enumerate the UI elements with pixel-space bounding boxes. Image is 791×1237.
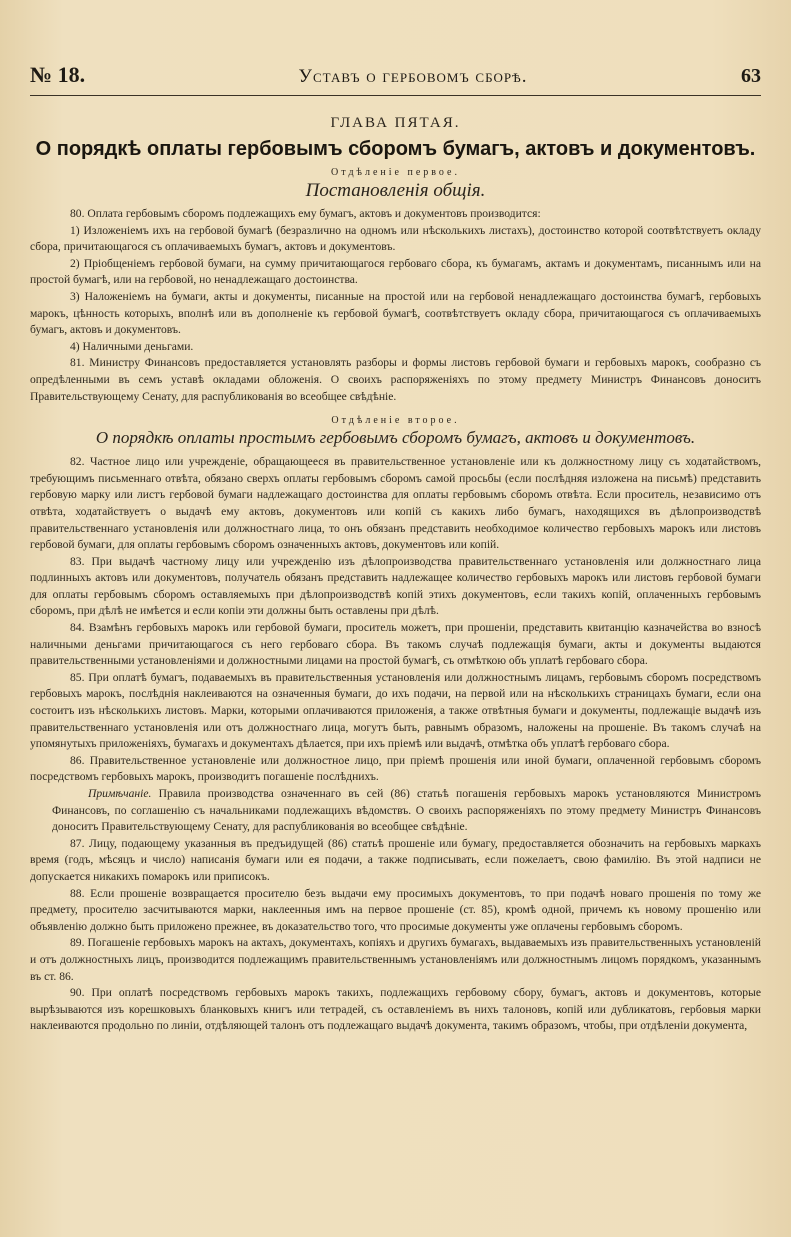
article-81: 81. Министру Финансовъ предоставляется установлять разборы и формы листовъ гербовой бумаги и гербовыхъ марокъ, сообразно съ опредѣленными въ семъ уставѣ окладами обложенія. О своихъ распоряженіяхъ по этому предмету Министръ Финансовъ доноситъ Правительствующему Сенату, для распубликованія во всеобщее свѣдѣніе. [30,356,761,403]
article-85: 85. При оплатѣ бумагъ, подаваемыхъ въ правительственныя установленія или должностнымъ лицамъ, гербовымъ сборомъ посредствомъ гербовыхъ марокъ, послѣднія наклеиваются на означенныя бумаги, до ихъ подачи, на первой или на нѣсколькихъ страницахъ бумаги, если она состоитъ изъ нѣсколькихъ листовъ. Марки, которыми оплачиваются приложенія, а также отвѣтныя бумаги и документы, подлежащіе выдачѣ изъ правительственнаго установленія или отъ должностнаго лица, могутъ быть, равнымъ образомъ, наложены на прошеніе. Въ такомъ случаѣ на упомянутыхъ приложеніяхъ, бумагахъ и документахъ дѣлается, при ихъ пріемѣ или выдачѣ, отмѣтка объ уплатѣ гербоваго сбора. [30,670,761,751]
running-header [30,62,761,90]
note-text: Правила производства означеннаго въ сей (86) статьѣ погашенія гербовыхъ марокъ установляются Министромъ Финансовъ, по соглашенію съ начальниками подлежащихъ вѣдомствъ. О своихъ распоряженіяхъ по этому предмету Министръ Финансовъ доноситъ Правительствующему Сенату, для распубликованія во всеобщее свѣдѣніе. [52,787,761,834]
article-80-item-1: 1) Изложеніемъ ихъ на гербовой бумагѣ (безразлично на одномъ или нѣсколькихъ листахъ), достоинство которой соотвѣтствуетъ окладу сбора, причитающагося съ оплачиваемыхъ бумагъ, актовъ и документовъ. [30,223,761,254]
article-90: 90. При оплатѣ посредствомъ гербовыхъ марокъ такихъ, подлежащихъ гербовому сбору, бумагъ, актовъ и документовъ, которые вырѣзываются изъ корешковыхъ бланковыхъ книгъ или тетрадей, съ оставленіемъ въ нихъ талоновъ, копій или дубликатовъ, гербовыя марки наклеиваются продольно по линіи, отдѣляющей талонъ отъ подлежащаго выдачѣ документа, такимъ образомъ, чтобы, при отдѣленіи документа, [30,986,761,1033]
note-lead: Примѣчаніе. [88,787,152,800]
section-title-1: Постановленія общія. [305,180,486,201]
article-86: 86. Правительственное установленіе или должностное лицо, при пріемѣ прошенія или иной бумаги, оплаченной гербовымъ сборомъ посредствомъ гербовыхъ марокъ, производитъ погашеніе послѣднихъ. [30,753,761,784]
article-87: 87. Лицу, подающему указанныя въ предъидущей (86) статьѣ прошеніе или бумагу, предоставляется обозначить на гербовыхъ маркахъ время (годъ, мѣсяцъ и число) написанія бумаги или ея подачи, а также подписывать, если пожелаетъ, свою фамилію. Въ этой надписи не допускается никакихъ помарокъ или приписокъ. [30,836,761,883]
article-84: 84. Взамѣнъ гербовыхъ марокъ или гербовой бумаги, проситель можетъ, при прошеніи, представить квитанцію казначейства во взносѣ наличными деньгами причитающагося съ него гербоваго сбора. Въ такомъ случаѣ подлежащія бумаги, акты и документы выдаются правительственными установленіями и должностными лицами на простой бумагѣ, съ отмѣткою объ уплатѣ гербоваго сбора. [30,621,761,668]
article-86-note [30,786,761,836]
law-number: № 18. [30,62,86,87]
page-body [30,115,761,1035]
section-label-2: Отдѣленіе второе. [331,415,460,427]
running-title: Уставъ о гербовомъ сборѣ. [298,66,528,87]
chapter-heading: О порядкѣ оплаты гербовымъ сборомъ бумагъ, актовъ и документовъ. [35,138,756,160]
article-88: 88. Если прошеніе возвращается просителю безъ выдачи ему просимыхъ документовъ, то при подачѣ новаго прошенія по тому же предмету, просителю засчитываются марки, наклеенныя имъ на первое прошеніе (ст. 85), кромѣ одной, причемъ къ новому прошенію или объявленію должно быть приложено прежнее, въ доказательство того, что просимые документы уже оплачены гербовымъ сборомъ. [30,886,761,933]
article-80-item-4: 4) Наличными деньгами. [70,339,194,353]
article-83: 83. При выдачѣ частному лицу или учрежденію изъ дѣлопроизводства правительственнаго установленія или должностнаго лица подлинныхъ актовъ или документовъ, получатель обязанъ представить надлежащее количество гербовыхъ марокъ или листовъ гербовой бумаги для оплаты гербовымъ сборомъ оставляемыхъ при дѣлопроизводствѣ копій этихъ документовъ, если такихъ копій, оплаченныхъ гербовымъ сборомъ, при дѣлѣ не имѣется и если копіи эти должны быть оставлены при дѣлѣ. [30,554,761,618]
article-80-item-3: 3) Наложеніемъ на бумаги, акты и документы, писанные на простой или на гербовой ненадлежащаго достоинства бумагѣ, гербовыхъ марокъ, цѣнность которыхъ, вполнѣ или въ дополненіе къ гербовой бумагѣ, соотвѣтствуетъ окладу сбора, причитающагося съ оплачиваемыхъ бумагъ, актовъ и документовъ. [30,289,761,337]
article-80: 80. Оплата гербовымъ сборомъ подлежащихъ ему бумагъ, актовъ и документовъ производится: [70,207,541,220]
section-label-1: Отдѣленіе первое. [331,167,460,178]
page-number: 63 [740,65,761,87]
article-82: 82. Частное лицо или учрежденіе, обращающееся въ правительственное установленіе или къ должностному лицу съ ходатайствомъ, требующимъ письменнаго отвѣта, обязано сверхъ оплаты гербовымъ сборомъ самой просьбы (если послѣдняя изложена на письмѣ) представить гербовую марку или листъ гербовой бумаги надлежащаго достоинства для оплаты гербовымъ сборомъ отвѣта. Если проситель, независимо отъ отвѣта, ходатайствуетъ о выдачѣ ему актовъ, документовъ или копій съ какихъ либо бумагъ, находящихся въ дѣлопроизводствѣ правительственнаго установленія или должностнаго лица, то онъ обязанъ представить необходимое количество гербовыхъ марокъ или листовъ гербовой бумаги, для оплаты гербовымъ сборомъ означенныхъ актовъ, документовъ или копій. [30,455,761,552]
article-89: 89. Погашеніе гербовыхъ марокъ на актахъ, документахъ, копіяхъ и другихъ бумагахъ, выдаваемыхъ изъ правительственныхъ установленій и отъ должностныхъ лицъ, производится подлежащимъ правительственнымъ установленіямъ или должностнымъ лицомъ порядкомъ, указаннымъ въ ст. 86. [30,936,761,983]
chapter-title: ГЛАВА ПЯТАЯ. [330,115,461,131]
header-rule [30,95,761,96]
article-80-item-2: 2) Пріобщеніемъ гербовой бумаги, на сумму причитающагося гербоваго сбора, къ бумагамъ, актамъ и документамъ, писаннымъ или на простой бумагѣ, или на гербовой, но ненадлежащаго достоинства. [30,256,761,287]
section-title-2: О порядкѣ оплаты простымъ гербовымъ сборомъ бумагъ, актовъ и документовъ. [95,428,696,448]
